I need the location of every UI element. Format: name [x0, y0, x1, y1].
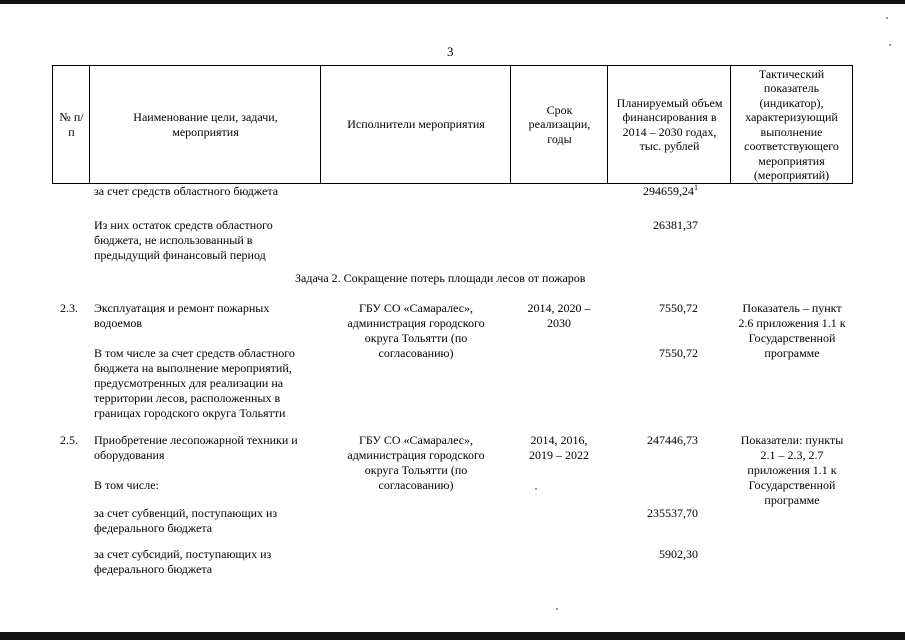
row-2-3-name: Эксплуатация и ремонт пожарных водоемов	[94, 301, 270, 330]
row-2-5-number: 2.5.	[60, 433, 78, 447]
scan-speck	[535, 488, 537, 490]
row-2-5-value: 247446,73	[647, 433, 698, 447]
regional-budget-value	[610, 184, 698, 199]
row-2-3-number: 2.3.	[60, 301, 78, 315]
row-2-3-term: 2014, 2020 – 2030	[527, 301, 591, 330]
regional-budget-amount: 294659,24	[643, 184, 694, 198]
scan-speck	[889, 44, 891, 46]
header-num-text: № п/п	[59, 110, 84, 139]
scan-top-edge	[0, 0, 905, 4]
row-2-3-value: 7550,72	[659, 301, 698, 315]
header-term-text: Срок реализации, годы	[528, 102, 591, 146]
task-2-title: Задача 2. Сокращение потерь площади лесов от пожаров	[295, 271, 586, 285]
page-number: 3	[447, 44, 454, 59]
row-2-5-indicator: Показатели: пункты 2.1 – 2.3, 2.7 приложения 1.1 к Государственной программе	[740, 433, 844, 507]
scan-bottom-edge	[0, 632, 905, 640]
header-executors	[320, 65, 511, 184]
remainder-label: Из них остаток средств областного бюджета, не использованный в предыдущий финансовый период	[94, 218, 273, 262]
row-2-3-indicator: Показатель – пункт 2.6 приложения 1.1 к Государственной программе	[738, 301, 846, 360]
scan-speck	[886, 17, 888, 19]
row-2-3-subline-label: В том числе за счет средств областного бюджета на выполнение мероприятий, предусмотренных для реализации на территории лесов, расположенных в границах городского округа Тольятти	[94, 346, 295, 420]
row-2-3-subline-value: 7550,72	[659, 346, 698, 360]
scan-speck	[556, 608, 558, 610]
regional-budget-label: за счет средств областного бюджета	[94, 184, 279, 198]
header-term	[510, 65, 608, 184]
row-2-5-sub1-value: 235537,70	[647, 506, 698, 520]
header-indicator	[730, 65, 853, 184]
header-name-text: Наименование цели, задачи, мероприятия	[133, 110, 278, 139]
header-funding-text: Планируемый объем финансирования в 2014 – 2030 годах, тыс. рублей	[616, 95, 723, 153]
header-name	[89, 65, 321, 184]
row-2-5-term: 2014, 2016, 2019 – 2022	[529, 433, 589, 462]
row-2-5-name: Приобретение лесопожарной техники и оборудования	[94, 433, 298, 462]
row-2-3-executors: ГБУ СО «Самаралес», администрация городского округа Тольятти (по согласованию)	[347, 301, 485, 360]
row-2-5-sub2-label: за счет субсидий, поступающих из федерального бюджета	[94, 547, 272, 576]
header-funding	[607, 65, 731, 184]
row-2-5-including-label: В том числе:	[94, 478, 159, 492]
remainder-value: 26381,37	[653, 218, 698, 232]
header-executors-text: Исполнители мероприятия	[347, 117, 485, 132]
row-2-5-sub2-value: 5902,30	[659, 547, 698, 561]
row-2-5-sub1-label: за счет субвенций, поступающих из федерального бюджета	[94, 506, 278, 535]
footnote-marker: 1	[694, 183, 698, 192]
row-2-5-executors: ГБУ СО «Самаралес», администрация городского округа Тольятти (по согласованию)	[347, 433, 485, 492]
header-num	[52, 65, 90, 184]
header-indicator-text: Тактический показатель (индикатор), характеризующий выполнение соответствующего мероприятия (мероприятий)	[744, 66, 839, 182]
